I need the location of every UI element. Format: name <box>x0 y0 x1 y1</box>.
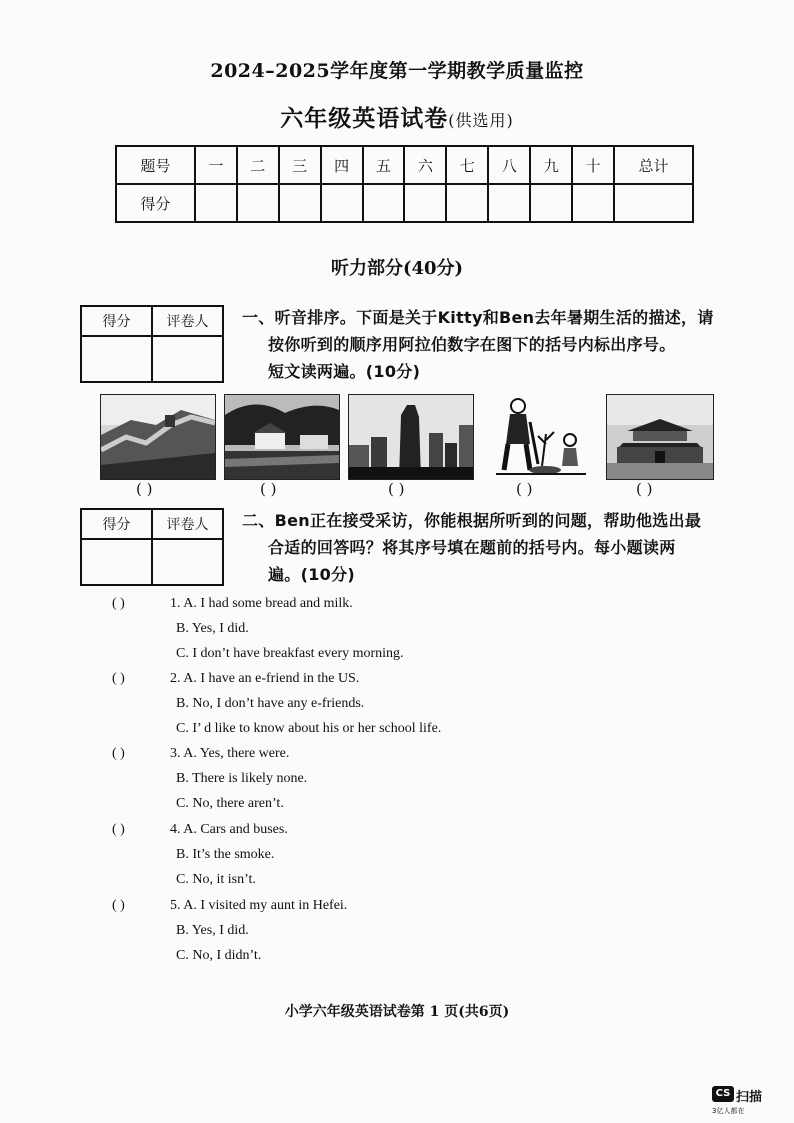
grader-blank <box>152 336 223 382</box>
section2-line3: 遍。(10分) <box>268 565 355 584</box>
score-cell: 八 <box>488 146 530 184</box>
village-picture <box>224 394 340 480</box>
option-b: B. There is likely none. <box>176 771 308 786</box>
section2-line2: 合适的回答吗？将其序号填在题前的括号内。每小题读两 <box>268 538 676 557</box>
answer-blank[interactable]: ( ) <box>112 596 125 611</box>
camscanner-logo: CS <box>712 1086 734 1102</box>
answer-blank[interactable]: ( ) <box>112 746 125 761</box>
score-table-header-row <box>116 146 693 184</box>
question-number: 3. <box>170 746 181 761</box>
exam-title-note: (供选用) <box>448 111 514 130</box>
score-table <box>115 145 694 223</box>
order-blank-4[interactable]: ( ) <box>516 480 533 498</box>
option-a: A. I had some bread and milk. <box>183 596 353 611</box>
option-a: A. I visited my aunt in Hefei. <box>183 898 348 913</box>
order-blank-1[interactable]: ( ) <box>136 480 153 498</box>
grader-box-2 <box>80 508 224 586</box>
order-blank-2[interactable]: ( ) <box>260 480 277 498</box>
score-blank <box>572 184 614 222</box>
score-blank <box>363 184 405 222</box>
grader-name-label: 评卷人 <box>152 306 223 336</box>
tiananmen-picture <box>606 394 714 480</box>
score-blank <box>530 184 572 222</box>
grader-blank <box>81 539 152 585</box>
great-wall-picture <box>100 394 216 480</box>
answer-blank[interactable]: ( ) <box>112 671 125 686</box>
option-b: B. Yes, I did. <box>176 621 249 636</box>
option-c: C. I don’t have breakfast every morning. <box>176 646 404 661</box>
camscanner-text: 扫描 <box>736 1090 763 1105</box>
score-blank <box>446 184 488 222</box>
score-row-label: 得分 <box>116 184 195 222</box>
grader-box-1 <box>80 305 224 383</box>
grader-name-label: 评卷人 <box>152 509 223 539</box>
score-cell: 三 <box>279 146 321 184</box>
question-5 <box>112 898 347 914</box>
score-cell: 九 <box>530 146 572 184</box>
option-a: A. Cars and buses. <box>183 822 288 837</box>
score-cell: 总计 <box>614 146 693 184</box>
question-4 <box>112 822 288 838</box>
option-c: C. I’ d like to know about his or her school life. <box>176 721 442 736</box>
exam-title <box>0 100 794 133</box>
score-cell: 四 <box>321 146 363 184</box>
question-number: 4. <box>170 822 181 837</box>
score-cell: 七 <box>446 146 488 184</box>
order-blank-5[interactable]: ( ) <box>636 480 653 498</box>
option-a: A. I have an e-friend in the US. <box>183 671 360 686</box>
option-b: B. No, I don’t have any e-friends. <box>176 696 365 711</box>
answer-blank[interactable]: ( ) <box>112 822 125 837</box>
option-a: A. Yes, there were. <box>183 746 290 761</box>
section2-line1: 二、Ben正在接受采访，你能根据所听到的问题，帮助他选出最 <box>242 511 702 530</box>
score-cell: 题号 <box>116 146 195 184</box>
section1-line1: 一、听音排序。下面是关于Kitty和Ben去年暑期生活的描述，请 <box>242 308 714 327</box>
score-cell: 二 <box>237 146 279 184</box>
camscanner-subtext: 3亿人都在 <box>712 1107 745 1115</box>
city-skyline-picture <box>348 394 474 480</box>
tree-planting-picture <box>490 394 590 478</box>
option-b: B. Yes, I did. <box>176 923 249 938</box>
exam-period-title: 2024–2025学年度第一学期教学质量监控 <box>210 60 584 82</box>
score-blank <box>404 184 446 222</box>
exam-title-main: 六年级英语试卷 <box>280 105 449 132</box>
question-number: 2. <box>170 671 181 686</box>
option-c: C. No, it isn’t. <box>176 872 256 887</box>
order-blank-3[interactable]: ( ) <box>388 480 405 498</box>
section2-instructions <box>242 507 701 588</box>
answer-blank[interactable]: ( ) <box>112 898 125 913</box>
grader-score-label: 得分 <box>81 509 152 539</box>
question-number: 1. <box>170 596 181 611</box>
score-cell: 十 <box>572 146 614 184</box>
grader-score-label: 得分 <box>81 306 152 336</box>
section1-line3: 短文读两遍。(10分) <box>268 362 421 381</box>
question-3 <box>112 746 289 762</box>
grader-blank <box>81 336 152 382</box>
question-2 <box>112 671 359 687</box>
score-cell: 六 <box>404 146 446 184</box>
question-number: 5. <box>170 898 181 913</box>
listening-part-title: 听力部分(40分) <box>330 258 464 279</box>
page-footer: 小学六年级英语试卷第 1 页(共6页) <box>284 1004 510 1020</box>
score-blank <box>195 184 237 222</box>
score-blank <box>614 184 693 222</box>
option-c: C. No, there aren’t. <box>176 796 284 811</box>
score-table-score-row <box>116 184 693 222</box>
section1-instructions <box>242 304 714 385</box>
section1-line2: 按你听到的顺序用阿拉伯数字在图下的括号内标出序号。 <box>268 335 676 354</box>
score-blank <box>237 184 279 222</box>
score-cell: 五 <box>363 146 405 184</box>
score-blank <box>488 184 530 222</box>
score-blank <box>279 184 321 222</box>
score-cell: 一 <box>195 146 237 184</box>
question-1 <box>112 596 353 612</box>
option-b: B. It’s the smoke. <box>176 847 275 862</box>
option-c: C. No, I didn’t. <box>176 948 262 963</box>
score-blank <box>321 184 363 222</box>
grader-blank <box>152 539 223 585</box>
